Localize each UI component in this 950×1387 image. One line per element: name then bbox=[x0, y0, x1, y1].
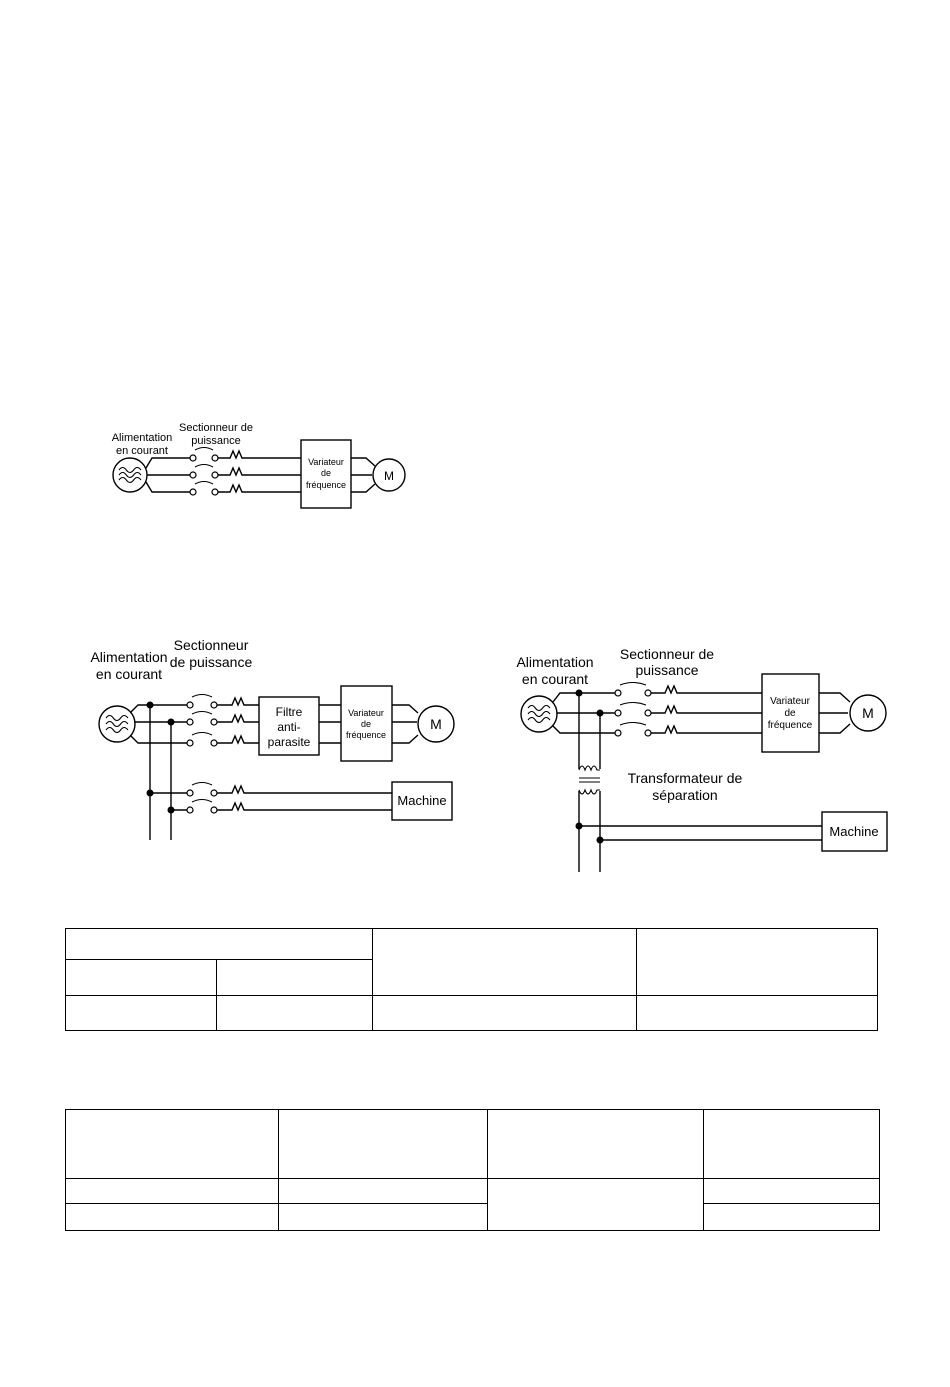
machine-disconnect-switch bbox=[187, 783, 217, 814]
ac-source-icon bbox=[99, 706, 135, 742]
fuse-lines bbox=[217, 698, 259, 743]
motor-leads bbox=[392, 705, 418, 743]
machine-box bbox=[392, 782, 452, 820]
ac-source-icon bbox=[113, 458, 147, 492]
transformer-label-line2: séparation bbox=[652, 787, 718, 803]
table-row bbox=[66, 1179, 880, 1204]
filter-label-line2: anti- bbox=[277, 720, 301, 734]
motor-icon bbox=[418, 706, 454, 742]
disconnect-label-line1: Sectionneur de bbox=[179, 422, 253, 434]
disconnect-label-line1: Sectionneur bbox=[173, 637, 249, 653]
junction-dot bbox=[147, 702, 154, 709]
table-cell bbox=[637, 996, 878, 1031]
source-leads bbox=[131, 705, 188, 743]
table-cell bbox=[217, 996, 373, 1031]
transformer-label-line1: Transformateur de bbox=[627, 770, 743, 786]
transformer-primary-leads bbox=[579, 693, 600, 769]
motor-label: M bbox=[430, 716, 442, 732]
table-cell bbox=[279, 1179, 488, 1204]
table-cell bbox=[66, 996, 217, 1031]
power-disconnect-switch bbox=[187, 695, 217, 747]
source-leads bbox=[146, 458, 193, 492]
source-leads bbox=[553, 693, 615, 733]
source-label-line2: en courant bbox=[95, 666, 163, 682]
source-label-line1: Alimentation bbox=[90, 649, 168, 665]
source-label-line2: en courant bbox=[521, 671, 589, 687]
filter-label-line1: Filtre bbox=[275, 705, 303, 719]
table-cell bbox=[704, 1179, 880, 1204]
junction-dot bbox=[147, 790, 154, 797]
table-header-cell bbox=[704, 1110, 880, 1179]
source-label-line1: Alimentation bbox=[111, 432, 173, 444]
motor-label: M bbox=[384, 469, 394, 483]
table-subheader-cell bbox=[66, 960, 217, 996]
fuse-lines bbox=[218, 451, 301, 492]
source-label-line2: en courant bbox=[116, 445, 168, 457]
filter-label-line3: parasite bbox=[267, 735, 311, 749]
motor-label: M bbox=[862, 705, 874, 721]
vfd-box bbox=[762, 674, 819, 752]
motor-icon bbox=[373, 459, 405, 491]
machine-label: Machine bbox=[829, 824, 879, 839]
diagram-isolation-transformer-wiring bbox=[516, 646, 887, 872]
source-label-line1: Alimentation bbox=[516, 654, 594, 670]
table-cell bbox=[373, 996, 637, 1031]
motor-leads bbox=[819, 693, 850, 733]
power-disconnect-switch bbox=[615, 683, 651, 737]
machine-supply-lines bbox=[579, 826, 822, 840]
vfd-label-line2: de bbox=[320, 468, 332, 478]
vfd-label-line1: Variateur bbox=[308, 457, 344, 467]
vfd-label-line2: de bbox=[784, 708, 796, 719]
machine-label: Machine bbox=[397, 793, 447, 808]
vfd-label-line1: Variateur bbox=[770, 696, 810, 707]
filter-to-vfd-lines bbox=[319, 705, 341, 743]
vfd-label-line3: fréquence bbox=[345, 730, 387, 740]
diagram-filter-wiring bbox=[90, 637, 454, 840]
table-header-cell bbox=[66, 929, 373, 960]
table-row bbox=[66, 996, 878, 1031]
table-row bbox=[66, 1204, 880, 1231]
branch-lines bbox=[150, 705, 171, 840]
table-cell bbox=[66, 1204, 279, 1231]
fuse-lines bbox=[651, 686, 762, 733]
vfd-label-line1: Variateur bbox=[348, 708, 384, 718]
noise-filter-box bbox=[259, 697, 319, 755]
isolation-transformer-icon bbox=[579, 766, 600, 794]
ac-source-icon bbox=[521, 696, 557, 732]
motor-icon bbox=[850, 695, 886, 731]
table-header-cell bbox=[373, 929, 637, 996]
vfd-label-line3: fréquence bbox=[767, 720, 813, 731]
power-disconnect-switch bbox=[190, 448, 218, 496]
vfd-box bbox=[341, 686, 392, 761]
table-header-cell bbox=[279, 1110, 488, 1179]
table-header-cell bbox=[488, 1110, 704, 1179]
table-header-cell bbox=[637, 929, 878, 996]
disconnect-label-line2: puissance bbox=[635, 662, 699, 678]
machine-box bbox=[822, 812, 887, 851]
disconnect-label-line2: de puissance bbox=[169, 654, 253, 670]
disconnect-label-line2: puissance bbox=[191, 435, 241, 447]
diagram-basic-wiring bbox=[112, 422, 405, 508]
junction-dot bbox=[168, 719, 175, 726]
machine-branch-leads bbox=[150, 793, 187, 810]
vfd-label-line3: fréquence bbox=[305, 480, 347, 490]
spec-table-1 bbox=[65, 928, 878, 1031]
disconnect-label-line1: Sectionneur de bbox=[619, 646, 715, 662]
spec-table-2 bbox=[65, 1109, 880, 1231]
vfd-box bbox=[301, 440, 351, 508]
motor-leads bbox=[351, 458, 375, 492]
junction-dot bbox=[168, 807, 175, 814]
transformer-secondary-leads bbox=[579, 791, 600, 872]
machine-fuse-lines bbox=[217, 786, 392, 810]
table-cell bbox=[279, 1204, 488, 1231]
table-header-cell bbox=[66, 1110, 279, 1179]
table-cell bbox=[704, 1204, 880, 1231]
table-subheader-cell bbox=[217, 960, 373, 996]
table-cell bbox=[66, 1179, 279, 1204]
vfd-label-line2: de bbox=[360, 719, 372, 729]
table-cell bbox=[488, 1179, 704, 1231]
